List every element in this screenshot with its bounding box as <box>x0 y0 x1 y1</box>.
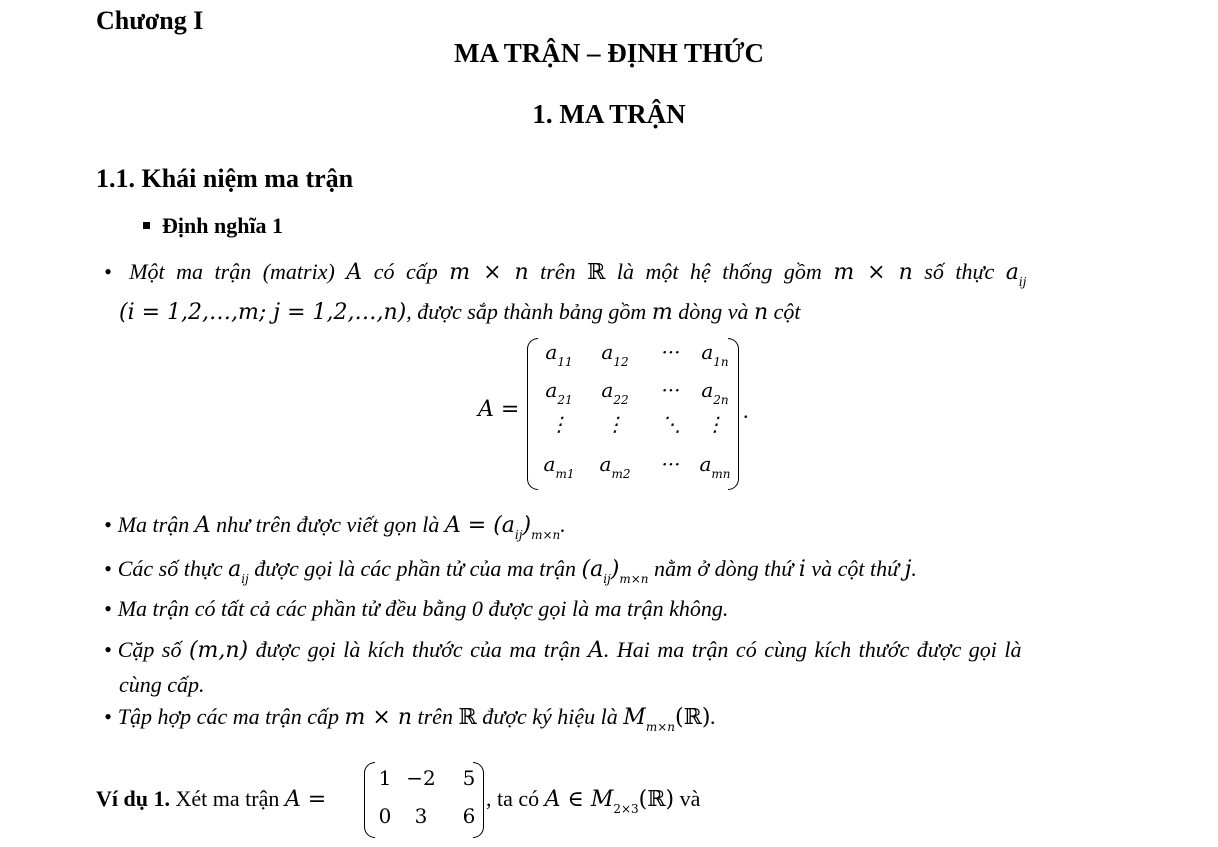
math-sub: 2×3 <box>613 802 639 816</box>
matrix-cell: ··· <box>661 340 681 364</box>
bullet-text: như trên được viết gọn là <box>216 512 440 537</box>
bullet-text: trên <box>417 704 453 729</box>
def-text: trên <box>540 259 576 284</box>
bullet-text: Ma trận <box>117 512 190 537</box>
bullet-dot-icon: • <box>104 512 112 537</box>
math-expr: A = (a <box>444 513 515 538</box>
math-m: m <box>651 300 673 325</box>
bullet-line-3 <box>104 596 728 622</box>
example-matrix-cell: −2 <box>406 766 436 790</box>
definition-line-1 <box>104 259 1027 289</box>
math-close: ) <box>610 557 620 582</box>
example-line <box>96 786 326 812</box>
bullet-line-2 <box>104 556 917 586</box>
matrix-cell: $a_{21}$ <box>545 378 573 407</box>
matrix-cell: ⋮ <box>549 412 569 436</box>
math-A: A <box>346 260 363 285</box>
definition-heading <box>143 213 283 239</box>
example-text: Xét ma trận <box>175 786 280 811</box>
bullet-dot-icon: • <box>104 637 112 662</box>
example-matrix-cell: 6 <box>462 804 476 828</box>
left-paren <box>527 338 538 490</box>
example-matrix-cell: 0 <box>378 804 392 828</box>
math-M: M <box>623 705 646 730</box>
matrix-cell: $a_{22}$ <box>601 378 629 407</box>
example-text: và <box>679 786 701 811</box>
matrix-cell: $a_{11}$ <box>545 340 573 369</box>
bullet-dot-icon: • <box>104 259 112 284</box>
bullet-text: và cột thứ <box>811 556 900 581</box>
math-sub: ij <box>241 572 249 586</box>
example-matrix-cell: 5 <box>462 766 476 790</box>
bullet-line-4 <box>104 637 1021 663</box>
bullet-dot-icon: • <box>104 596 112 621</box>
punct: . <box>911 556 917 581</box>
math-close: ) <box>522 513 532 538</box>
math-n: n <box>753 300 769 325</box>
math-R: (ℝ) <box>674 705 711 730</box>
def-text: cột <box>773 299 801 324</box>
example-label: Ví dụ 1. <box>96 786 170 811</box>
chapter-title: MA TRẬN – ĐỊNH THỨC <box>453 38 765 68</box>
definition-line-2 <box>119 299 801 325</box>
example-tail <box>486 786 701 816</box>
bullet-text: Tập hợp các ma trận cấp <box>117 704 340 729</box>
matrix-cell: ⋮ <box>605 412 625 436</box>
bullet-dot-icon: • <box>104 556 112 581</box>
math-A: A <box>194 513 211 538</box>
punct: . <box>560 512 566 537</box>
bullet-text: được ký hiệu là <box>482 704 618 729</box>
def-text: dòng và <box>678 299 749 324</box>
bullet-text: Cặp số <box>117 637 182 662</box>
example-matrix-cell: 3 <box>414 804 428 828</box>
def-text: Một ma trận (matrix) <box>129 259 335 284</box>
bullet-text: nằm ở dòng thứ <box>654 556 794 581</box>
matrix-cell: $a_{2n}$ <box>701 378 729 407</box>
def-text: có cấp <box>373 259 438 284</box>
bullet-line-5 <box>104 704 716 734</box>
math-sub: ij <box>1018 275 1027 289</box>
square-bullet-icon <box>143 222 150 229</box>
math-mxn: m × n <box>449 260 529 285</box>
bullet-dot-icon: • <box>104 704 112 729</box>
bullet-text: . Hai ma trận có cùng kích thước được gọi là <box>603 637 1022 662</box>
matrix-cell: ⋮ <box>705 412 725 436</box>
definition-label: Định nghĩa 1 <box>162 213 284 238</box>
math-sub: m×n <box>619 572 649 586</box>
def-text: số thực <box>924 259 995 284</box>
matrix-cell: $a_{m2}$ <box>599 452 631 481</box>
bullet-text: được gọi là kích thước của ma trận <box>255 637 581 662</box>
matrix-cell: ⋱ <box>661 412 681 436</box>
def-text: là một hệ thống gồm <box>616 259 822 284</box>
matrix-cell: $a_{12}$ <box>601 340 629 369</box>
example-text: , ta có <box>486 786 540 811</box>
matrix-cell: $a_{1n}$ <box>701 340 729 369</box>
math-A: A <box>587 638 604 663</box>
general-matrix <box>527 338 739 490</box>
math-lhs: A = <box>284 787 327 812</box>
matrix-cell: $a_{mn}$ <box>699 452 731 481</box>
bullet-line-4-cont: cùng cấp. <box>119 672 205 697</box>
matrix-end-dot: . <box>743 398 749 423</box>
math-mn: (m,n) <box>188 638 249 663</box>
math-index-range: (i = 1,2,…,m; j = 1,2,…,n) <box>119 300 407 325</box>
math-i: i <box>798 557 806 582</box>
matrix-cell: ··· <box>661 378 681 402</box>
matrix-lhs: A = <box>478 397 520 422</box>
matrix-cell: $a_{m1}$ <box>543 452 575 481</box>
math-mxn: m × n <box>833 260 913 285</box>
chapter-label: Chương I <box>96 6 204 35</box>
def-text: , được sắp thành bảng gồm <box>406 299 647 324</box>
math-j: j <box>904 557 912 582</box>
math-open: (a <box>581 557 604 582</box>
math-a: a <box>1005 260 1019 285</box>
math-R: ℝ <box>587 260 606 285</box>
section-title: 1. MA TRẬN <box>532 99 686 129</box>
math-sub: ij <box>514 528 523 542</box>
math-R: (ℝ) <box>638 787 675 812</box>
math-R: ℝ <box>458 705 477 730</box>
bullet-text: được gọi là các phần tử của ma trận <box>254 556 576 581</box>
math-sub: m×n <box>531 528 561 542</box>
math-A-in-M: A ∈ M <box>544 787 614 812</box>
math-sub: ij <box>603 572 611 586</box>
bullet-text: Các số thực <box>117 556 223 581</box>
matrix-cell: ··· <box>661 452 681 476</box>
bullet-text: Ma trận có tất cả các phần tử đều bằng 0 được gọi là ma trận không. <box>117 596 729 621</box>
subsection-title: 1.1. Khái niệm ma trận <box>96 164 354 193</box>
math-sub: m×n <box>645 720 675 734</box>
example-matrix <box>364 762 484 838</box>
punct: . <box>710 704 716 729</box>
math-a: a <box>228 557 242 582</box>
math-mxn: m × n <box>344 705 412 730</box>
example-matrix-cell: 1 <box>378 766 392 790</box>
bullet-line-1 <box>104 512 566 542</box>
